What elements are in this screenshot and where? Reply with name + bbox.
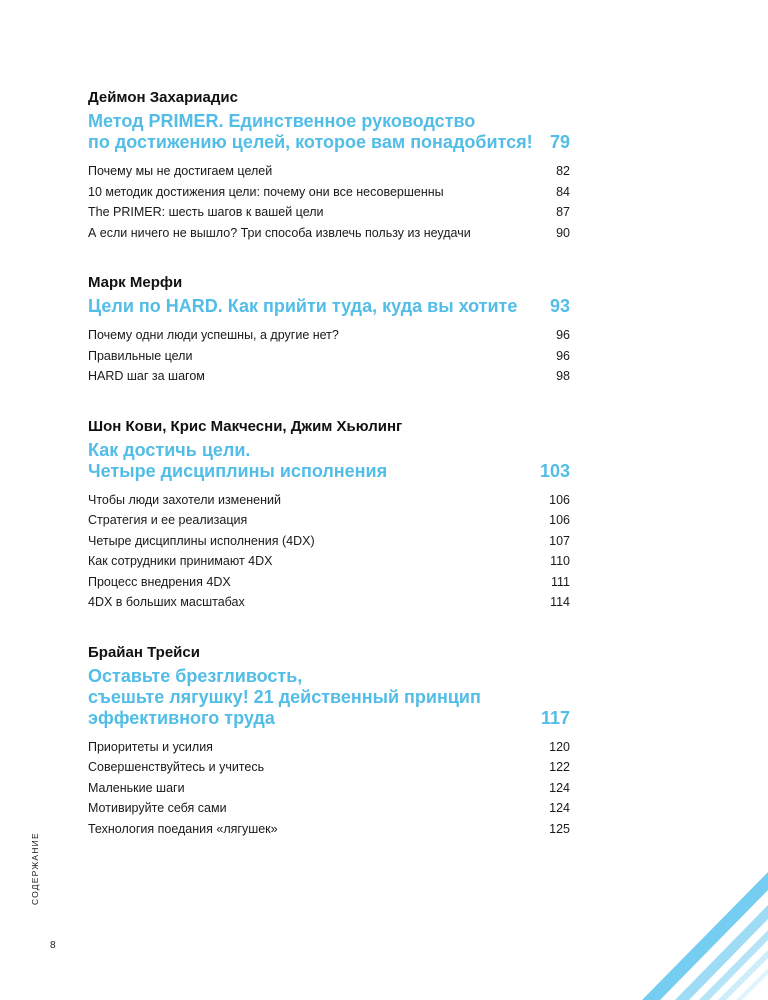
- toc-entry-page: 107: [549, 533, 570, 548]
- section-title: Оставьте брезгливость, съешьте лягушку! 21 действенный принцип эффективного труда: [88, 665, 481, 728]
- toc-entry-text: Чтобы люди захотели изменений: [88, 492, 281, 507]
- toc-entry-text: Стратегия и ее реализация: [88, 513, 248, 527]
- toc-entry-page: 98: [556, 369, 570, 383]
- section-author: Марк Мерфи: [88, 274, 183, 291]
- toc-entry-page: 125: [549, 821, 570, 836]
- toc-entry-text: Маленькие шаги: [88, 780, 185, 795]
- section-page-number: 93: [549, 296, 570, 316]
- diagonal-stripes: [642, 872, 768, 1000]
- toc-entry-page: 120: [549, 739, 570, 754]
- toc-entry-text: The PRIMER: шесть шагов к вашей цели: [88, 205, 324, 219]
- toc-entry-page: 96: [556, 348, 570, 363]
- toc-entry-text: Совершенствуйтесь и учитесь: [88, 760, 265, 774]
- section-author: Деймон Захариадис: [88, 89, 238, 106]
- toc-entry-text: HARD шаг за шагом: [88, 369, 205, 383]
- toc-entry-page: 106: [549, 492, 570, 507]
- toc-entry-page: 124: [549, 801, 570, 815]
- toc-entry-text: Четыре дисциплины исполнения (4DX): [88, 533, 315, 548]
- section-title: Метод PRIMER. Единственное руководство по достижению целей, которое вам понадобится!: [88, 111, 533, 152]
- toc-entry-text: 10 методик достижения цели: почему они все несовершенны: [88, 184, 444, 199]
- toc-entry-page: 106: [549, 513, 570, 527]
- section-title: Как достичь цели. Четыре дисциплины исполнения: [88, 439, 388, 481]
- toc-entry-text: Правильные цели: [88, 348, 193, 363]
- toc-entry-text: А если ничего не вышло? Три способа извлечь пользу из неудачи: [88, 225, 471, 240]
- section-title: Цели по HARD. Как прийти туда, куда вы хотите: [88, 296, 518, 316]
- toc-entry-page: 82: [556, 164, 570, 178]
- toc-entry-page: 124: [549, 780, 570, 795]
- toc-entry-text: Почему одни люди успешны, а другие нет?: [88, 328, 339, 342]
- toc-entry-text: Процесс внедрения 4DX: [88, 574, 231, 589]
- toc-entry-page: 114: [550, 595, 570, 609]
- toc-entry-page: 87: [556, 205, 570, 219]
- toc-entry-text: 4DX в больших масштабах: [88, 595, 245, 609]
- toc-entry-page: 110: [550, 554, 570, 568]
- toc-entry-text: Технология поедания «лягушек»: [88, 821, 278, 836]
- side-section-label: СОДЕРЖАНИЕ: [30, 832, 40, 905]
- toc-entry-text: Почему мы не достигаем целей: [88, 164, 273, 178]
- toc-entry-page: 111: [550, 574, 570, 589]
- toc-entry-text: Мотивируйте себя сами: [88, 801, 227, 815]
- page-number: 8: [50, 940, 56, 951]
- toc-entry-page: 84: [556, 184, 570, 199]
- section-author: Брайан Трейси: [88, 643, 200, 661]
- section-page-number: 103: [539, 460, 570, 481]
- section-page-number: 79: [549, 132, 570, 152]
- section-page-number: 117: [540, 707, 570, 728]
- toc-entry-page: 96: [556, 328, 570, 342]
- toc-entry-page: 90: [556, 225, 570, 240]
- section-author: Шон Кови, Крис Макчесни, Джим Хьюлинг: [88, 417, 403, 435]
- toc-entry-page: 122: [549, 760, 570, 774]
- toc-entry-text: Как сотрудники принимают 4DX: [88, 554, 273, 568]
- toc-entry-text: Приоритеты и усилия: [88, 739, 213, 754]
